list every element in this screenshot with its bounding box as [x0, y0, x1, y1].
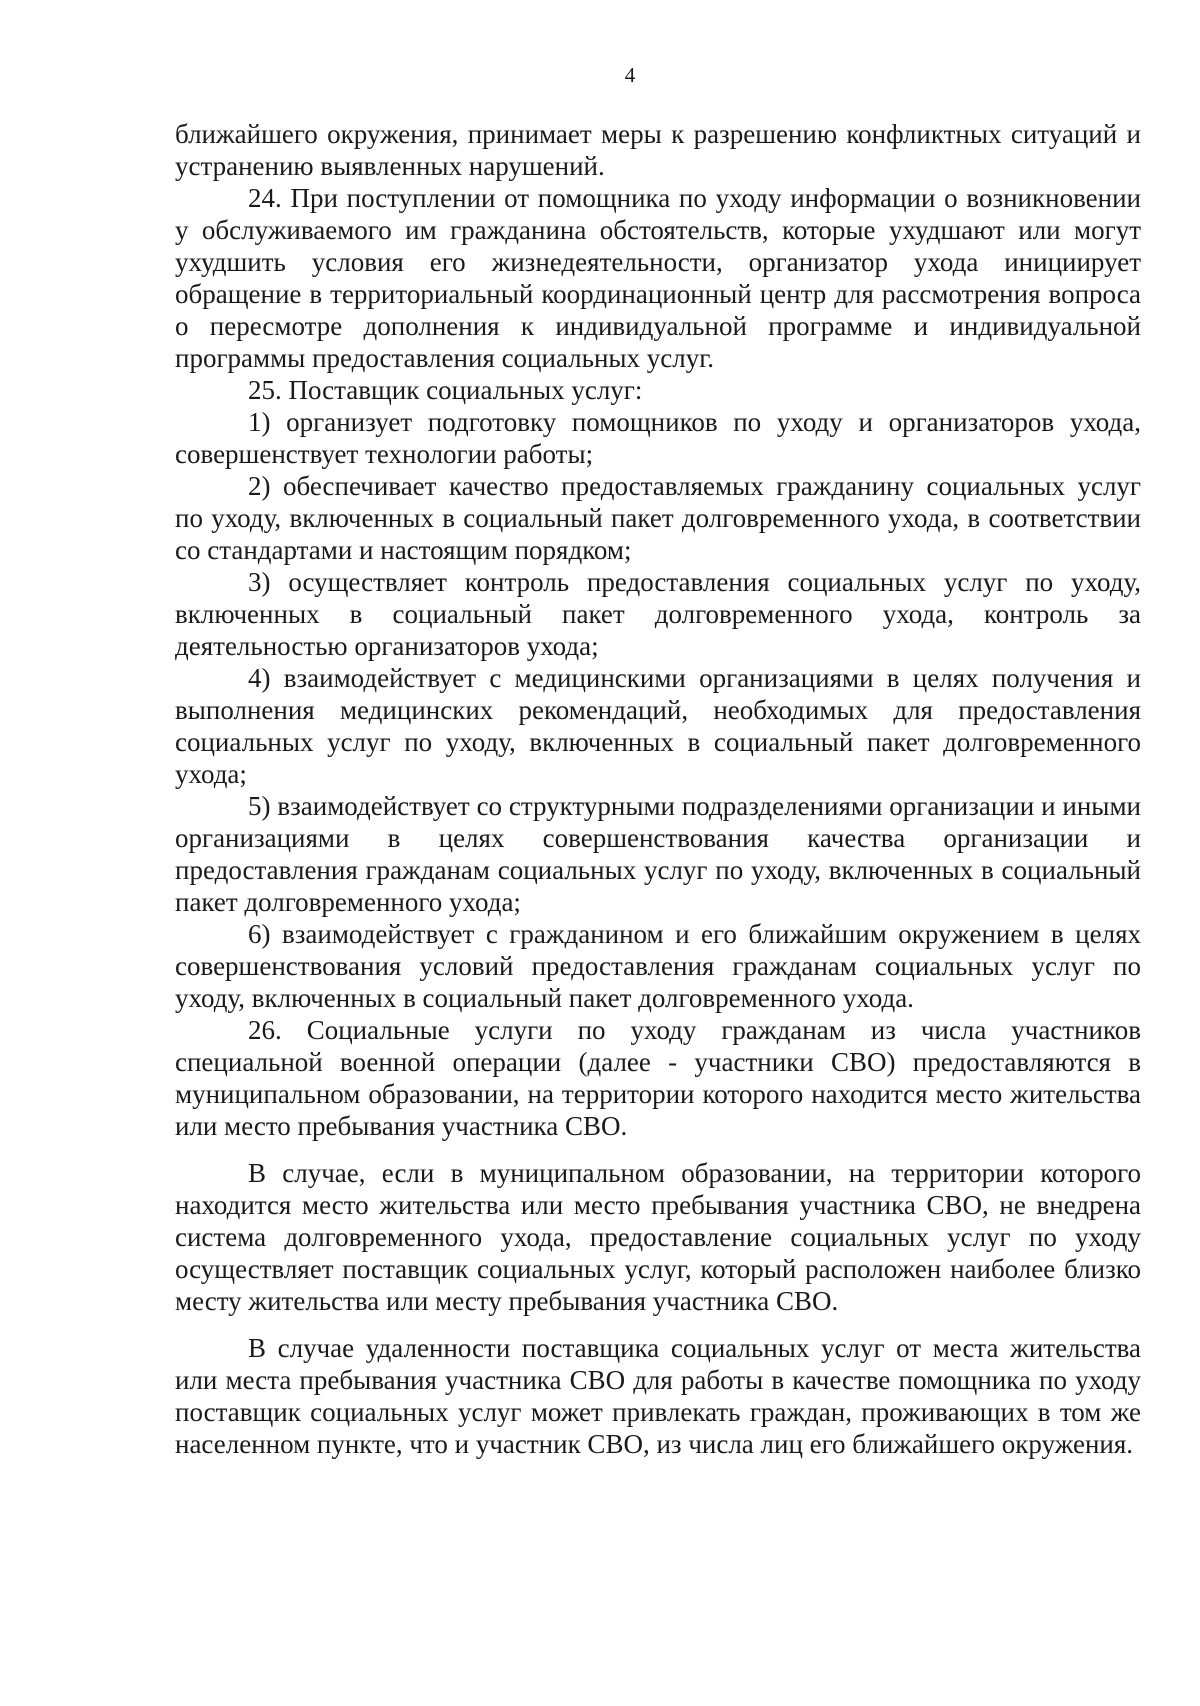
- paragraph: 26. Социальные услуги по уходу гражданам из числа участников специальной военной операции (далее - участники СВО) предоставляются в муниципальном образовании, на территории которого находится место жительства или место пребывания участника СВО.: [175, 1015, 1141, 1141]
- paragraph: 1) организует подготовку помощников по уходу и организаторов ухода, совершенствует технологии работы;: [175, 407, 1141, 469]
- page-number: 4: [624, 63, 636, 87]
- paragraph: 5) взаимодействует со структурными подразделениями организации и иными организациями в целях совершенствования качества организации и предоставления гражданам социальных услуг по уходу, включенных в социальный пакет долговременного ухода;: [175, 791, 1141, 917]
- paragraph: 25. Поставщик социальных услуг:: [248, 375, 643, 405]
- paragraph: 24. При поступлении от помощника по уходу информации о возникновении у обслуживаемого им гражданина обстоятельств, которые ухудшают или могут ухудшить условия его жизнедеятельности, организатор ухода инициирует обращение в территориальный координационный центр для рассмотрения вопроса о пересмотре дополнения к индивидуальной программе и индивидуальной программы предоставления социальных услуг.: [175, 183, 1141, 373]
- paragraph: В случае, если в муниципальном образовании, на территории которого находится место жительства или место пребывания участника СВО, не внедрена система долговременного ухода, предоставление социальных услуг по уходу осуществляет поставщик социальных услуг, который расположен наиболее близко месту жительства или месту пребывания участника СВО.: [175, 1158, 1141, 1316]
- paragraph: ближайшего окружения, принимает меры к разрешению конфликтных ситуаций и устранению выявленных нарушений.: [175, 119, 1141, 181]
- paragraph: 2) обеспечивает качество предоставляемых гражданину социальных услуг по уходу, включенных в социальный пакет долговременного ухода, в соответствии со стандартами и настоящим порядком;: [175, 471, 1141, 565]
- paragraph: 6) взаимодействует с гражданином и его ближайшим окружением в целях совершенствования условий предоставления гражданам социальных услуг по уходу, включенных в социальный пакет долговременного ухода.: [175, 919, 1141, 1013]
- document-body: [175, 118, 1141, 1460]
- paragraph: 3) осуществляет контроль предоставления социальных услуг по уходу, включенных в социальный пакет долговременного ухода, контроль за деятельностью организаторов ухода;: [175, 567, 1141, 661]
- paragraph: В случае удаленности поставщика социальных услуг от места жительства или места пребывания участника СВО для работы в качестве помощника по уходу поставщик социальных услуг может привлекать граждан, проживающих в том же населенном пункте, что и участник СВО, из числа лиц его ближайшего окружения.: [175, 1333, 1141, 1459]
- paragraph: 4) взаимодействует с медицинскими организациями в целях получения и выполнения медицинских рекомендаций, необходимых для предоставления социальных услуг по уходу, включенных в социальный пакет долговременного ухода;: [175, 663, 1141, 789]
